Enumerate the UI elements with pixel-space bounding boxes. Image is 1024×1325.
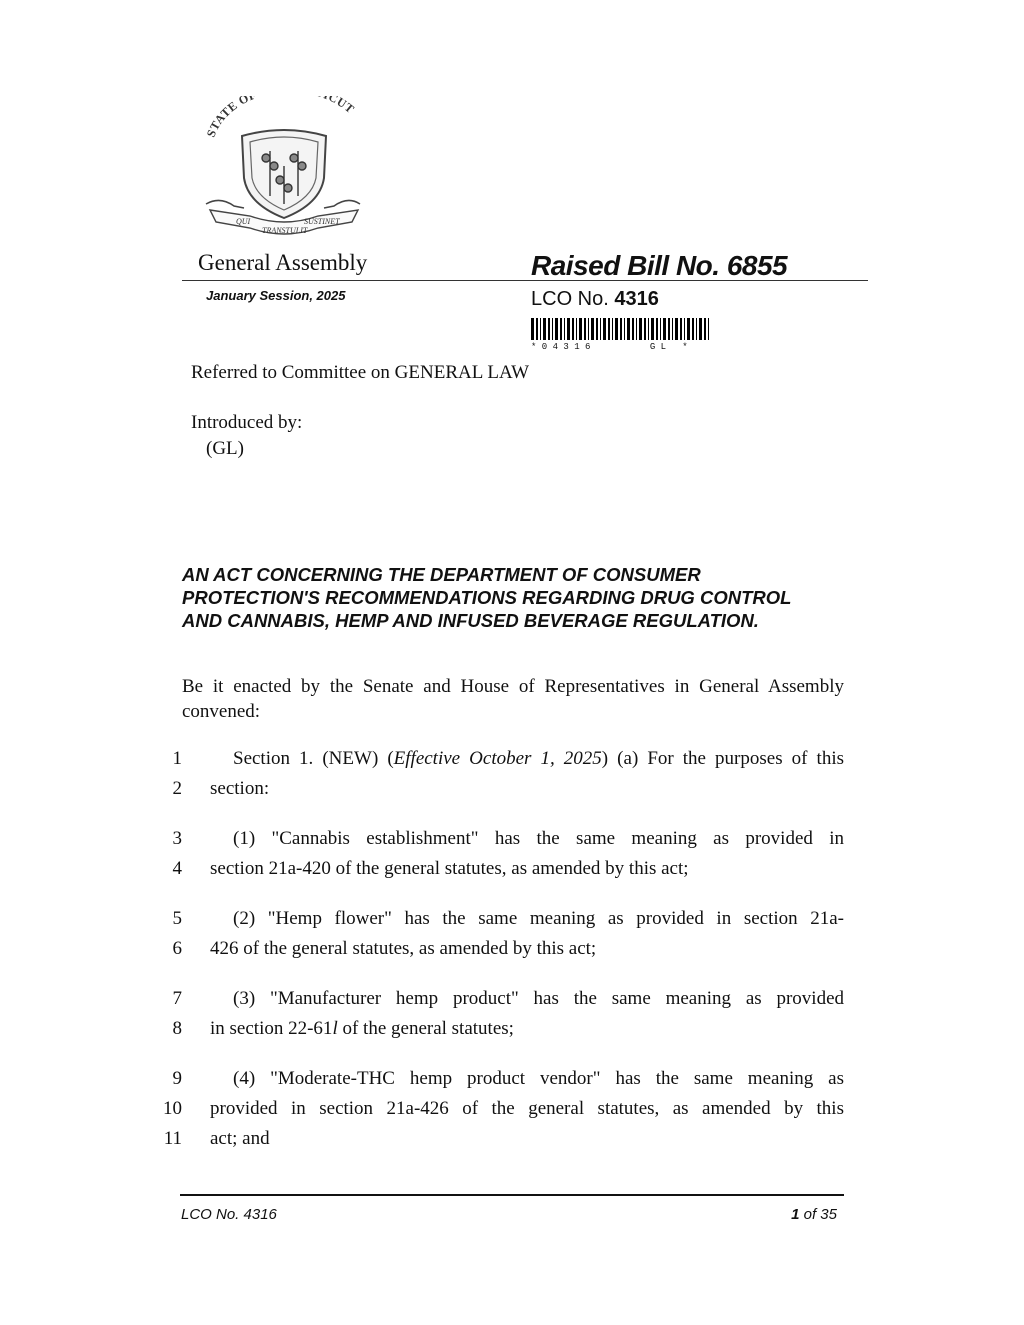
line-number: 8 — [172, 1018, 182, 1039]
barcode-text: * 0 4 3 1 6 G L * — [531, 342, 688, 352]
line-number: 7 — [172, 988, 182, 1009]
barcode-bar — [704, 318, 706, 340]
page-indicator — [700, 1206, 837, 1223]
bill-line: Section 1. (NEW) (Effective October 1, 2025) (a) For the purposes of this — [233, 748, 844, 769]
line-number: 11 — [163, 1128, 182, 1149]
bill-line: provided in section 21a-426 of the general statutes, as amended by this — [210, 1098, 844, 1119]
bill-number: Raised Bill No. 6855 — [531, 250, 788, 281]
barcode-bar — [692, 318, 694, 340]
page-total: of 35 — [803, 1206, 837, 1223]
barcode-bar — [620, 318, 622, 340]
footer-lco: LCO No. 4316 — [181, 1206, 277, 1223]
barcode-bar — [603, 318, 606, 340]
barcode-bar — [644, 318, 646, 340]
lco-value: 4316 — [614, 288, 659, 310]
barcode-bar — [536, 318, 538, 340]
barcode-bar — [591, 318, 594, 340]
barcode-bar — [596, 318, 598, 340]
barcode-bar — [656, 318, 658, 340]
barcode-bar — [567, 318, 570, 340]
barcode-bar — [579, 318, 582, 340]
barcode-bar — [600, 318, 601, 340]
barcode-bar — [627, 318, 630, 340]
bill-line: section 21a-420 of the general statutes, as amended by this act; — [210, 858, 689, 879]
bill-line: (4) "Moderate-THC hemp product vendor" has the same meaning as — [233, 1068, 844, 1089]
introducer: (GL) — [206, 438, 244, 459]
bill-line: (3) "Manufacturer hemp product" has the same meaning as provided — [233, 988, 844, 1009]
barcode-bar — [572, 318, 574, 340]
barcode-bar — [687, 318, 690, 340]
bill-line: 426 of the general statutes, as amended by this act; — [210, 938, 597, 959]
barcode-bar — [608, 318, 610, 340]
bill-line: act; and — [210, 1128, 270, 1149]
lco-number-header — [531, 288, 659, 311]
line-number: 4 — [172, 858, 182, 879]
barcode — [531, 318, 711, 340]
barcode-bar — [548, 318, 550, 340]
bill-line: (2) "Hemp flower" has the same meaning as provided in section 21a- — [233, 908, 844, 929]
barcode-bar — [531, 318, 534, 340]
seal-motto-mid: TRANSTULIT — [262, 226, 308, 235]
barcode-bar — [552, 318, 553, 340]
seal-ring-text: STATE O CUT — [203, 96, 358, 140]
bill-line: in section 22-61l of the general statutes; — [210, 1018, 514, 1039]
barcode-bar — [588, 318, 589, 340]
barcode-bar — [576, 318, 577, 340]
line-number: 6 — [172, 938, 182, 959]
line-number: 10 — [163, 1098, 182, 1119]
barcode-bar — [564, 318, 565, 340]
barcode-bar — [615, 318, 618, 340]
barcode-bar — [543, 318, 546, 340]
barcode-bar — [648, 318, 649, 340]
line-number: 9 — [172, 1068, 182, 1089]
bill-line: section: — [210, 778, 270, 799]
barcode-bar — [540, 318, 541, 340]
line-number: 1 — [172, 748, 182, 769]
bill-title: AN ACT CONCERNING THE DEPARTMENT OF CONSUMER PROTECTION'S RECOMMENDATIONS REGARDING DRUG CONTROL AND CANNABIS, HEMP AND INFUSED BEVERAGE REGULATION. — [182, 564, 792, 631]
bill-line: (1) "Cannabis establishment" has the same meaning as provided in — [233, 828, 844, 849]
committee-referral: Referred to Committee on GENERAL LAW — [191, 362, 530, 383]
barcode-bar — [708, 318, 709, 340]
session-label: January Session, 2025 — [206, 288, 346, 303]
enacting-clause: Be it enacted by the Senate and House of Representatives in General Assembly convened: — [182, 676, 844, 722]
barcode-bar — [696, 318, 697, 340]
barcode-bar — [675, 318, 678, 340]
barcode-bar — [555, 318, 558, 340]
barcode-bar — [668, 318, 670, 340]
barcode-bar — [624, 318, 625, 340]
barcode-bar — [680, 318, 682, 340]
barcode-bar — [672, 318, 673, 340]
barcode-bar — [636, 318, 637, 340]
barcode-bar — [612, 318, 613, 340]
barcode-bar — [632, 318, 634, 340]
barcode-bar — [663, 318, 666, 340]
footer-divider — [180, 1194, 844, 1196]
barcode-bar — [699, 318, 702, 340]
line-number: 3 — [172, 828, 182, 849]
general-assembly-label: General Assembly — [198, 250, 368, 275]
page-current: 1 — [791, 1206, 800, 1223]
barcode-bar — [560, 318, 562, 340]
barcode-bar — [651, 318, 654, 340]
lco-label: LCO No. — [531, 288, 609, 310]
state-seal — [200, 96, 368, 246]
seal-motto-left: QUI — [236, 217, 251, 226]
line-number: 5 — [172, 908, 182, 929]
barcode-bar — [684, 318, 685, 340]
seal-motto-right: SUSTINET — [304, 217, 340, 226]
line-number: 2 — [172, 778, 182, 799]
introduced-by-label: Introduced by: — [191, 412, 303, 433]
barcode-bar — [584, 318, 586, 340]
barcode-bar — [639, 318, 642, 340]
barcode-bar — [660, 318, 661, 340]
